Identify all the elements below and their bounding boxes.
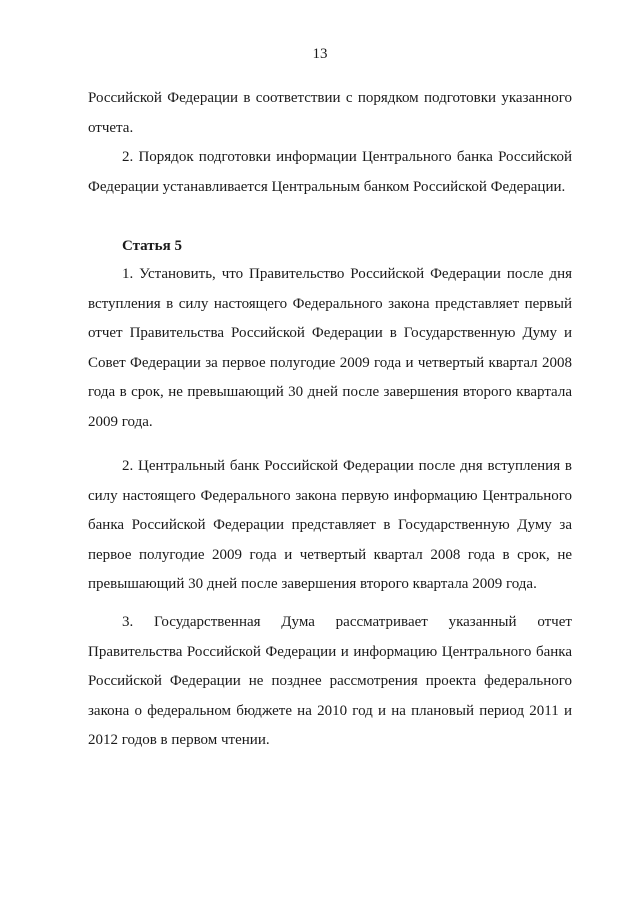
item-3-word: отчет [537,614,572,630]
article-item-3-first-line [88,608,572,638]
item-3-word: рассматривает [335,614,428,630]
item-3-word: указанный [448,614,517,630]
article-item-2: 2. Центральный банк Российской Федерации после дня вступления в силу настоящего Федерального закона первую информацию Центрального банка Российской Федерации представляет в Государственную Думу за первое полугодие 2009 года и четвертый квартал 2008 года в срок, не превышающий 30 дней после завершения второго квартала 2009 года. [88,458,572,592]
paragraph-continuation: Российской Федерации в соответствии с порядком подготовки указанного отчета. [88,90,572,136]
article-item-3 [88,608,572,756]
article-item-3-text: Правительства Российской Федерации и информацию Центрального банка Российской Федерации не позднее рассмотрения проекта федерального закона о федеральном бюджете на 2010 год и на плановый период 2011 и 2012 годов в первом чтении. [88,643,572,748]
item-3-word: Государственная [154,614,261,630]
item-3-word: 3. [122,614,134,630]
item-3-word: Дума [281,614,315,630]
page-number: 13 [312,46,328,62]
article-item-1: 1. Установить, что Правительство Российской Федерации после дня вступления в силу настоящего Федерального закона представляет первый отчет Правительства Российской Федерации в Государственную Думу и Совет Федерации за первое полугодие 2009 года и четвертый квартал 2008 года в срок, не превышающий 30 дней после завершения второго квартала 2009 года. [88,266,572,430]
paragraph-2: 2. Порядок подготовки информации Центрального банка Российской Федерации устанавливается Центральным банком Российской Федерации. [88,149,572,195]
article-heading: Статья 5 [122,238,182,254]
